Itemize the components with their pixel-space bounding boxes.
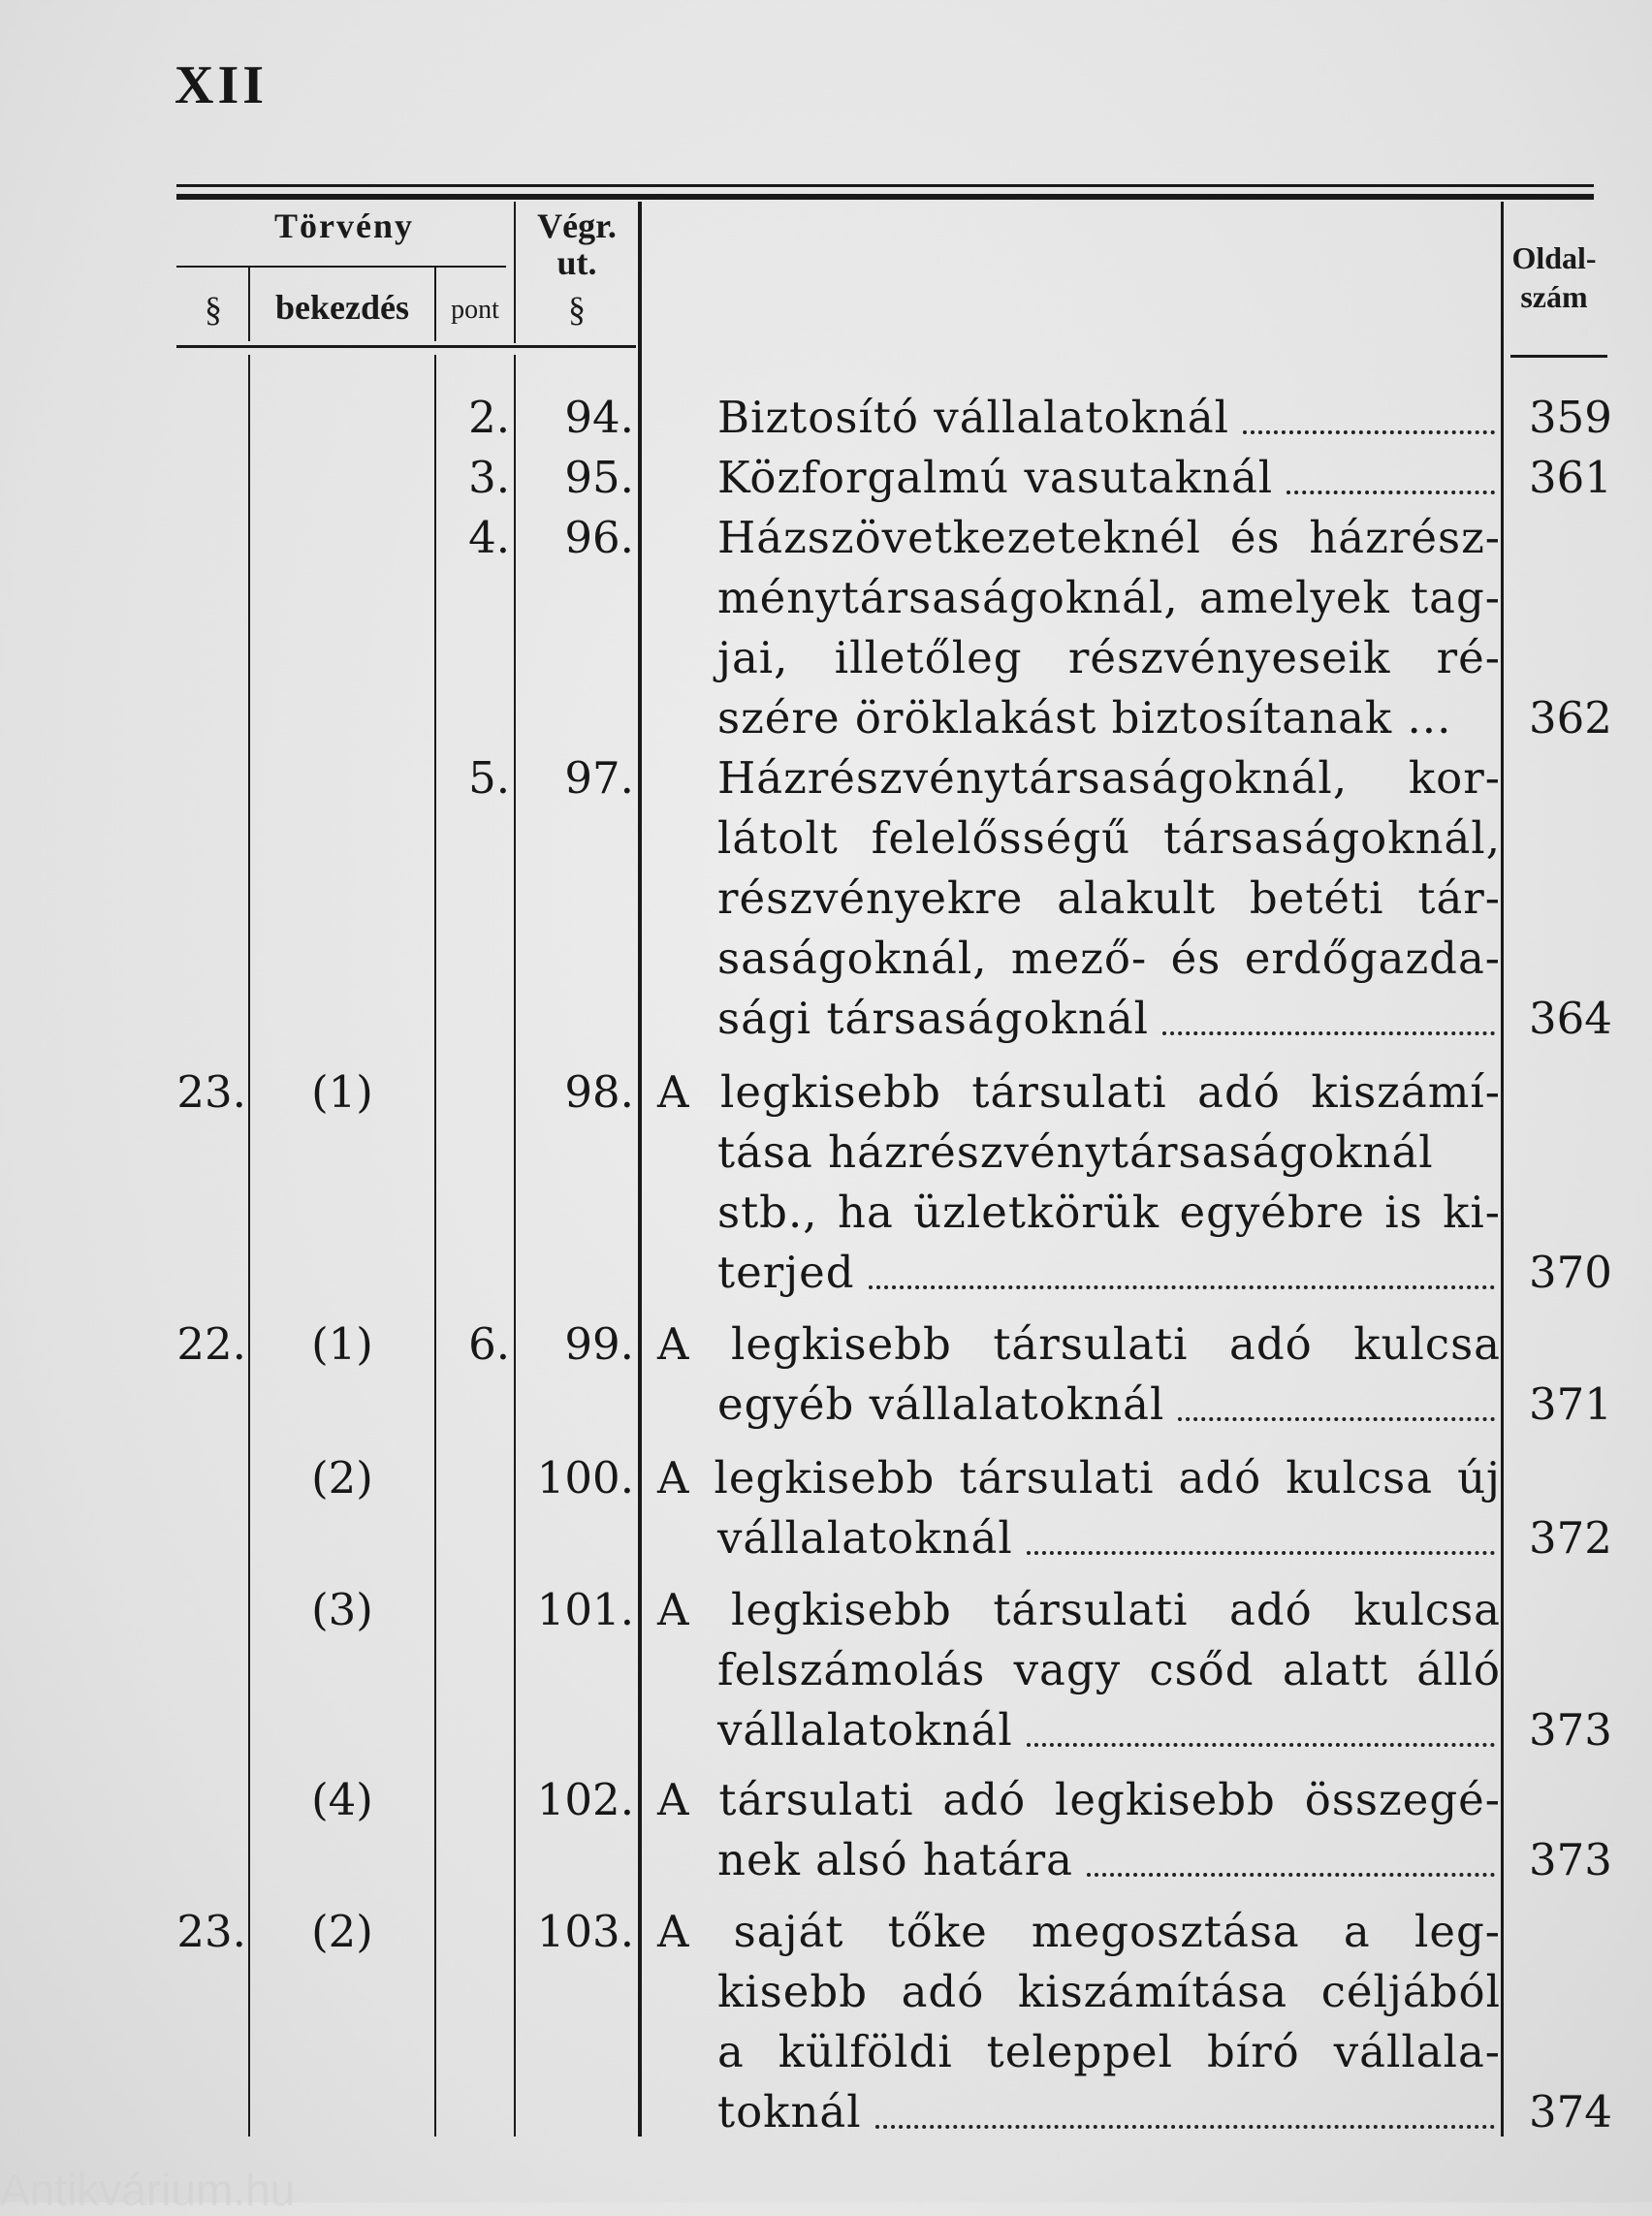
- entry-text-line: nek alsó határa: [717, 1830, 1501, 1890]
- paragraph-cell: 23.: [176, 1066, 246, 1118]
- vegr-cell: 103.: [536, 1906, 634, 1957]
- bekezdes-cell: (1): [311, 1066, 373, 1118]
- entry-text-line: tása házrészvénytársaságoknál: [717, 1126, 1434, 1178]
- vegr-cell: 99.: [564, 1318, 634, 1370]
- page-ref: 364: [1529, 993, 1612, 1044]
- header-vegr-sign: §: [568, 290, 586, 329]
- page-ref: 372: [1529, 1512, 1612, 1564]
- header-vegr-line2: ut.: [556, 243, 597, 282]
- bekezdes-cell: (4): [311, 1774, 373, 1825]
- entry-text-line: vállalatoknál: [717, 1508, 1501, 1568]
- page-ref: 359: [1529, 392, 1612, 443]
- header-pont: pont: [451, 295, 499, 325]
- entry-text-line: A saját tőke megosztása a leg-: [657, 1906, 1501, 1957]
- page-ref: 374: [1529, 2086, 1612, 2137]
- entry-text-line: Közforgalmú vasutaknál: [717, 448, 1501, 508]
- pont-cell: 6.: [468, 1318, 510, 1370]
- entry-text-line: terjed: [717, 1243, 1501, 1303]
- entry-text-line: Házszövetkezeteknél és házrész-: [717, 512, 1501, 563]
- page-ref: 362: [1529, 692, 1612, 744]
- pont-cell: 3.: [468, 452, 510, 503]
- entry-text-line: A legkisebb társulati adó kulcsa új: [657, 1452, 1501, 1504]
- entry-text-line: szére öröklakást biztosítanak ...: [717, 692, 1452, 744]
- vegr-cell: 100.: [536, 1452, 634, 1504]
- entry-text-line: A legkisebb társulati adó kulcsa: [657, 1318, 1501, 1370]
- bekezdes-cell: (1): [311, 1318, 373, 1370]
- entry-text-line: A legkisebb társulati adó kiszámí-: [657, 1066, 1501, 1118]
- pont-cell: 5.: [468, 752, 510, 804]
- entry-text-line: Házrészvénytársaságoknál, kor-: [717, 752, 1501, 804]
- entry-text-line: A társulati adó legkisebb összegé-: [657, 1774, 1501, 1825]
- header-vegr-line1: Végr.: [537, 206, 617, 245]
- vegr-cell: 97.: [564, 752, 634, 804]
- header-bekezdes: bekezdés: [275, 288, 409, 327]
- header-oldal-line2: szám: [1520, 279, 1588, 314]
- header-oldal-line1: Oldal-: [1511, 240, 1597, 275]
- entry-text-line: toknál: [717, 2082, 1501, 2142]
- entry-text-line: stb., ha üzletkörük egyébre is ki-: [717, 1187, 1501, 1238]
- entry-text-line: saságoknál, mező- és erdőgazda-: [717, 933, 1501, 984]
- page-ref: 371: [1529, 1378, 1612, 1430]
- entry-text-line: sági társaságoknál: [717, 989, 1501, 1049]
- entry-text-line: ménytársaságoknál, amelyek tag-: [717, 572, 1501, 623]
- entry-text-line: kisebb adó kiszámítása céljából: [717, 1966, 1501, 2017]
- vegr-cell: 94.: [564, 392, 634, 443]
- pont-cell: 4.: [468, 512, 510, 563]
- header-paragraph-sign: §: [205, 290, 222, 329]
- vegr-cell: 98.: [564, 1066, 634, 1118]
- bekezdes-cell: (3): [311, 1584, 373, 1635]
- entry-text-line: Biztosító vállalatoknál: [717, 388, 1501, 448]
- header-torveny: Törvény: [274, 206, 414, 245]
- bekezdes-cell: (2): [311, 1452, 373, 1504]
- entry-text-line: A legkisebb társulati adó kulcsa: [657, 1584, 1501, 1635]
- page-number: XII: [175, 55, 269, 115]
- page-ref: 373: [1529, 1704, 1612, 1756]
- vegr-cell: 101.: [536, 1584, 634, 1635]
- pont-cell: 2.: [468, 392, 510, 443]
- paragraph-cell: 23.: [176, 1906, 246, 1957]
- page-ref: 361: [1529, 452, 1612, 503]
- page-ref: 373: [1529, 1834, 1612, 1885]
- entry-text-line: jai, illetőleg részvényeseik ré-: [717, 632, 1501, 683]
- entry-text-line: felszámolás vagy csőd alatt álló: [717, 1644, 1501, 1695]
- bekezdes-cell: (2): [311, 1906, 373, 1957]
- entry-text-line: vállalatoknál: [717, 1700, 1501, 1760]
- page-ref: 370: [1529, 1247, 1612, 1298]
- watermark: Antikvárium.hu: [0, 2165, 296, 2215]
- paragraph-cell: 22.: [176, 1318, 246, 1370]
- vegr-cell: 102.: [536, 1774, 634, 1825]
- vegr-cell: 95.: [564, 452, 634, 503]
- entry-text-line: egyéb vállalatoknál: [717, 1375, 1501, 1435]
- entry-text-line: részvényekre alakult betéti tár-: [717, 872, 1501, 924]
- entry-text-line: látolt felelősségű társaságoknál,: [717, 812, 1501, 864]
- vegr-cell: 96.: [564, 512, 634, 563]
- entry-text-line: a külföldi teleppel bíró vállala-: [717, 2026, 1501, 2077]
